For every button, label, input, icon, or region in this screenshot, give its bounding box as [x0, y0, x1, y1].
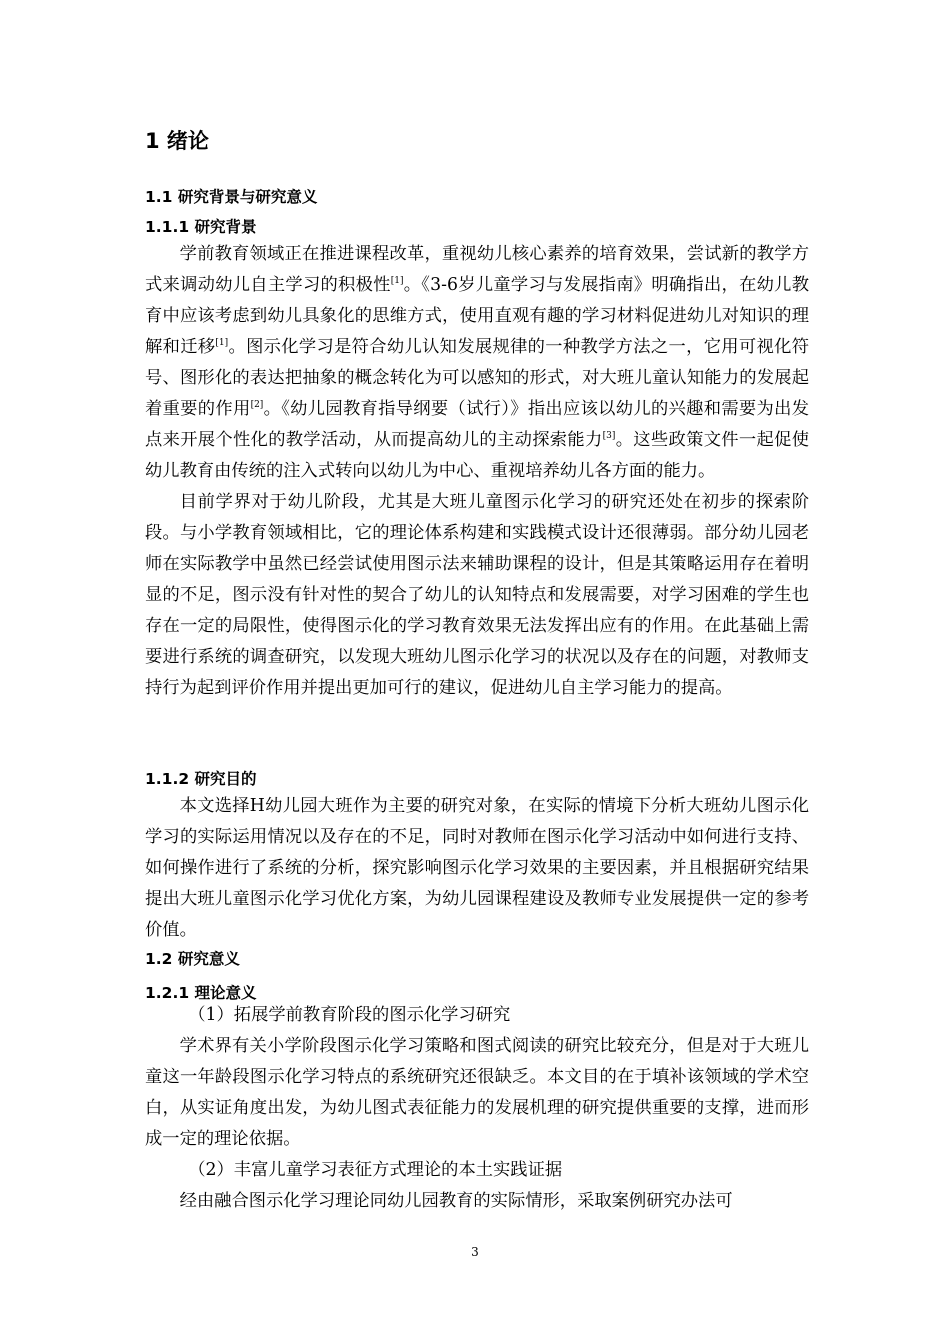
background-text-5: 。这些政策文件一起促使幼儿教育由传统的注入式转向以幼儿为中心、重视培养幼儿各方面的能力。 — [145, 430, 809, 481]
theory-item-1-paragraph: 学术界有关小学阶段图示化学习策略和图式阅读的研究比较充分，但是对于大班儿童这一年龄段图示化学习特点的系统研究还很缺乏。本文目的在于填补该领域的学术空白，从实证角度出发，为幼儿图式表征能力的发展机理的研究提供重要的支撑，进而形成一定的理论依据。 — [145, 1036, 809, 1149]
chapter-heading: 1 绪论 — [145, 129, 209, 153]
section-heading-1-1: 1.1 研究背景与研究意义 — [145, 188, 318, 206]
background-text-4: 。《幼儿园教育指导纲要（试行）》指出应该以幼儿的兴趣和需要为出发点来开展个性化的教学活动，从而提高幼儿的主动探索能力 — [145, 399, 809, 450]
citation-2: [2] — [250, 400, 264, 410]
purpose-section-body — [145, 791, 809, 946]
background-section-body — [145, 239, 809, 704]
section-heading-1-2-1: 1.2.1 理论意义 — [145, 984, 257, 1002]
background-text-3: 。图示化学习是符合幼儿认知发展规律的一种教学方法之一，它用可视化符号、图形化的表达把抽象的概念转化为可以感知的形式，对大班儿童认知能力的发展起着重要的作用 — [145, 337, 809, 419]
theory-item-2-title: （2）丰富儿童学习表征方式理论的本土实践证据 — [188, 1160, 563, 1180]
background-paragraph-2: 目前学界对于幼儿阶段，尤其是大班儿童图示化学习的研究还处在初步的探索阶段。与小学教育领域相比，它的理论体系构建和实践模式设计还很薄弱。部分幼儿园老师在实际教学中虽然已经尝试使用图示法来辅助课程的设计，但是其策略运用存在着明显的不足，图示没有针对性的契合了幼儿的认知特点和发展需要，对学习困难的学生也存在一定的局限性，使得图示化的学习教育效果无法发挥出应有的作用。在此基础上需要进行系统的调查研究，以发现大班幼儿图示化学习的状况以及存在的问题，对教师支持行为起到评价作用并提出更加可行的建议，促进幼儿自主学习能力的提高。 — [145, 492, 809, 698]
section-heading-1-1-2: 1.1.2 研究目的 — [145, 770, 257, 788]
purpose-paragraph: 本文选择H幼儿园大班作为主要的研究对象，在实际的情境下分析大班幼儿图示化学习的实际运用情况以及存在的不足，同时对教师在图示化学习活动中如何进行支持、如何操作进行了系统的分析，探究影响图示化学习效果的主要因素，并且根据研究结果提出大班儿童图示化学习优化方案，为幼儿园课程建设及教师专业发展提供一定的参考价值。 — [145, 796, 809, 940]
page-number: 3 — [471, 1245, 479, 1259]
citation-3: [3] — [602, 431, 616, 441]
background-text-1: 学前教育领域正在推进课程改革，重视幼儿核心素养的培育效果，尝试新的教学方式来调动幼儿自主学习的积极性 — [145, 244, 809, 295]
theory-item-1-body — [145, 1031, 809, 1155]
theory-item-2-body — [145, 1186, 809, 1217]
theory-item-2-paragraph: 经由融合图示化学习理论同幼儿园教育的实际情形，采取案例研究办法可 — [179, 1191, 733, 1211]
background-text-2: 。《3-6岁儿童学习与发展指南》明确指出，在幼儿教育中应该考虑到幼儿具象化的思维方式，使用直观有趣的学习材料促进幼儿对知识的理解和迁移 — [145, 275, 809, 357]
theory-item-1-title: （1）拓展学前教育阶段的图示化学习研究 — [188, 1005, 511, 1025]
citation-1b: [1] — [215, 338, 229, 348]
section-heading-1-1-1: 1.1.1 研究背景 — [145, 218, 257, 236]
background-paragraph-1 — [145, 239, 809, 487]
citation-1: [1] — [390, 276, 404, 286]
section-heading-1-2: 1.2 研究意义 — [145, 950, 240, 968]
